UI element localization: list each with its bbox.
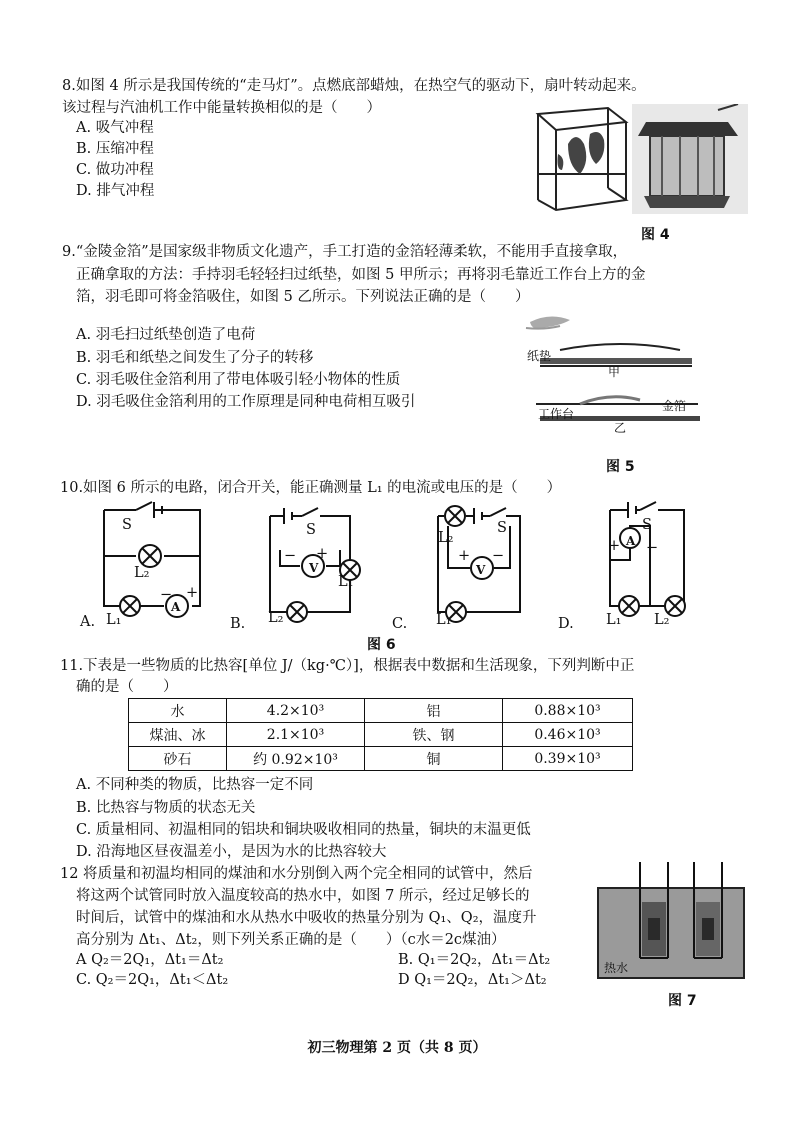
table-cell: 0.88×10³ bbox=[503, 699, 633, 723]
q12-stem-line2: 将这两个试管同时放入温度较高的热水中，如图 7 所示，经过足够长的 bbox=[76, 888, 530, 904]
q12-stem-line1: 12 将质量和初温均相同的煤油和水分别倒入两个完全相同的试管中，然后 bbox=[60, 866, 533, 882]
q8-option-d: D. 排气冲程 bbox=[76, 183, 155, 199]
q11-stem-line1: 11.下表是一些物质的比热容[单位 J/（kg·℃）]，根据表中数据和生活现象，下列判断中正 bbox=[60, 658, 635, 674]
circuit-c-minus: − bbox=[492, 548, 505, 564]
table-cell: 0.39×10³ bbox=[503, 747, 633, 771]
specific-heat-table bbox=[128, 698, 633, 771]
circuit-c-plus: + bbox=[458, 548, 471, 564]
table-cell: 0.46×10³ bbox=[503, 723, 633, 747]
figure-5-pad-label: 纸垫 bbox=[527, 349, 552, 363]
page-footer: 初三物理第 2 页（共 8 页） bbox=[307, 1040, 487, 1056]
circuit-d-ammeter-symbol: A bbox=[626, 534, 636, 548]
table-row bbox=[129, 699, 633, 723]
circuit-a-letter: A. bbox=[80, 614, 96, 630]
circuit-d-l1-label: L₁ bbox=[606, 612, 622, 628]
table-cell: 约 0.92×10³ bbox=[227, 747, 365, 771]
circuit-a-l1-label: L₁ bbox=[106, 612, 122, 628]
table-cell: 铁、钢 bbox=[365, 723, 503, 747]
table-cell: 铝 bbox=[365, 699, 503, 723]
circuit-a-plus: + bbox=[186, 585, 199, 601]
q11-option-b: B. 比热容与物质的状态无关 bbox=[76, 800, 256, 816]
q9-option-b: B. 羽毛和纸垫之间发生了分子的转移 bbox=[76, 350, 314, 366]
figure-7-hot-water-label: 热水 bbox=[604, 961, 629, 975]
q8-option-a: A. 吸气冲程 bbox=[76, 120, 154, 136]
q9-stem-line2: 正确拿取的方法：手持羽毛轻轻扫过纸垫，如图 5 甲所示；再将羽毛靠近工作台上方的金 bbox=[76, 267, 646, 283]
circuit-b-letter: B. bbox=[230, 616, 246, 632]
table-row bbox=[129, 747, 633, 771]
circuit-b-l2-label: L₂ bbox=[268, 610, 284, 626]
q8-stem-line1: 8.如图 4 所示是我国传统的“走马灯”。点燃底部蜡烛，在热空气的驱动下，扇叶转动起来。 bbox=[62, 78, 646, 94]
circuit-a-switch-label: S bbox=[122, 517, 132, 533]
circuit-c-voltmeter-symbol: V bbox=[476, 563, 486, 577]
circuit-d-minus: − bbox=[646, 540, 659, 556]
circuit-b-minus: − bbox=[284, 548, 297, 564]
circuit-b-plus: + bbox=[316, 546, 329, 562]
q9-option-a: A. 羽毛扫过纸垫创造了电荷 bbox=[76, 327, 256, 343]
q11-option-a: A. 不同种类的物质，比热容一定不同 bbox=[76, 777, 314, 793]
figure-6-caption: 图 6 bbox=[367, 637, 396, 653]
q9-option-d: D. 羽毛吸住金箔利用的工作原理是同种电荷相互吸引 bbox=[76, 394, 416, 410]
circuit-c-l1-label: L₁ bbox=[436, 612, 452, 628]
circuit-a-l2-label: L₂ bbox=[134, 565, 150, 581]
circuit-d-plus: + bbox=[608, 538, 621, 554]
table-cell: 4.2×10³ bbox=[227, 699, 365, 723]
q12-stem-line3: 时间后，试管中的煤油和水从热水中吸收的热量分别为 Q₁、Q₂，温度升 bbox=[76, 910, 537, 926]
circuit-c-switch-label: S bbox=[497, 520, 507, 536]
circuit-d-l2-label: L₂ bbox=[654, 612, 670, 628]
figure-7-caption: 图 7 bbox=[668, 993, 697, 1009]
q12-option-d: D Q₁＝2Q₂，Δt₁＞Δt₂ bbox=[398, 972, 547, 988]
q11-stem-line2: 确的是（ ） bbox=[76, 679, 178, 695]
q9-stem-line3: 箔，羽毛即可将金箔吸住，如图 5 乙所示。下列说法正确的是（ ） bbox=[76, 289, 530, 305]
figure-4-lantern-image bbox=[528, 104, 753, 216]
q10-stem: 10.如图 6 所示的电路，闭合开关，能正确测量 L₁ 的电流或电压的是（ ） bbox=[60, 480, 562, 496]
q12-option-a: A Q₂＝2Q₁，Δt₁＝Δt₂ bbox=[76, 952, 224, 968]
table-cell: 砂石 bbox=[129, 747, 227, 771]
figure-5-caption: 图 5 bbox=[606, 459, 635, 475]
circuit-b-l1-label: L₁ bbox=[338, 574, 354, 590]
q12-stem-line4: 高分别为 Δt₁、Δt₂，则下列关系正确的是（ ）（c水＝2c煤油） bbox=[76, 932, 506, 948]
table-cell: 铜 bbox=[365, 747, 503, 771]
circuit-d-switch-label: S bbox=[642, 517, 652, 533]
circuit-c-letter: C. bbox=[392, 616, 408, 632]
table-cell: 煤油、冰 bbox=[129, 723, 227, 747]
circuit-a-ammeter-symbol: A bbox=[171, 600, 181, 614]
circuit-c-l2-label: L₂ bbox=[438, 530, 454, 546]
circuit-d-letter: D. bbox=[558, 616, 574, 632]
q11-option-c: C. 质量相同、初温相同的铝块和铜块吸收相同的热量，铜块的末温更低 bbox=[76, 822, 531, 838]
figure-5-yi-label: 乙 bbox=[614, 421, 627, 435]
q8-option-c: C. 做功冲程 bbox=[76, 162, 154, 178]
table-cell: 2.1×10³ bbox=[227, 723, 365, 747]
q9-stem-line1: 9.“金陵金箔”是国家级非物质文化遗产，手工打造的金箔轻薄柔软，不能用手直接拿取， bbox=[62, 244, 628, 260]
figure-5-jia-label: 甲 bbox=[608, 365, 621, 379]
q12-option-b: B. Q₁＝2Q₂，Δt₁＝Δt₂ bbox=[398, 952, 551, 968]
q8-option-b: B. 压缩冲程 bbox=[76, 141, 154, 157]
circuit-b-voltmeter-symbol: V bbox=[309, 561, 319, 575]
figure-4-caption: 图 4 bbox=[641, 227, 670, 243]
figure-5-table-label: 工作台 bbox=[538, 407, 575, 421]
circuit-a-minus: − bbox=[160, 587, 173, 603]
q8-stem-line2: 该过程与汽油机工作中能量转换相似的是（ ） bbox=[62, 100, 381, 116]
table-row bbox=[129, 723, 633, 747]
table-cell: 水 bbox=[129, 699, 227, 723]
q11-option-d: D. 沿海地区昼夜温差小，是因为水的比热容较大 bbox=[76, 844, 387, 860]
q9-option-c: C. 羽毛吸住金箔利用了带电体吸引轻小物体的性质 bbox=[76, 372, 401, 388]
circuit-b-switch-label: S bbox=[306, 522, 316, 538]
q12-option-c: C. Q₂＝2Q₁，Δt₁＜Δt₂ bbox=[76, 972, 229, 988]
figure-5-foil-label: 金箔 bbox=[662, 399, 687, 413]
